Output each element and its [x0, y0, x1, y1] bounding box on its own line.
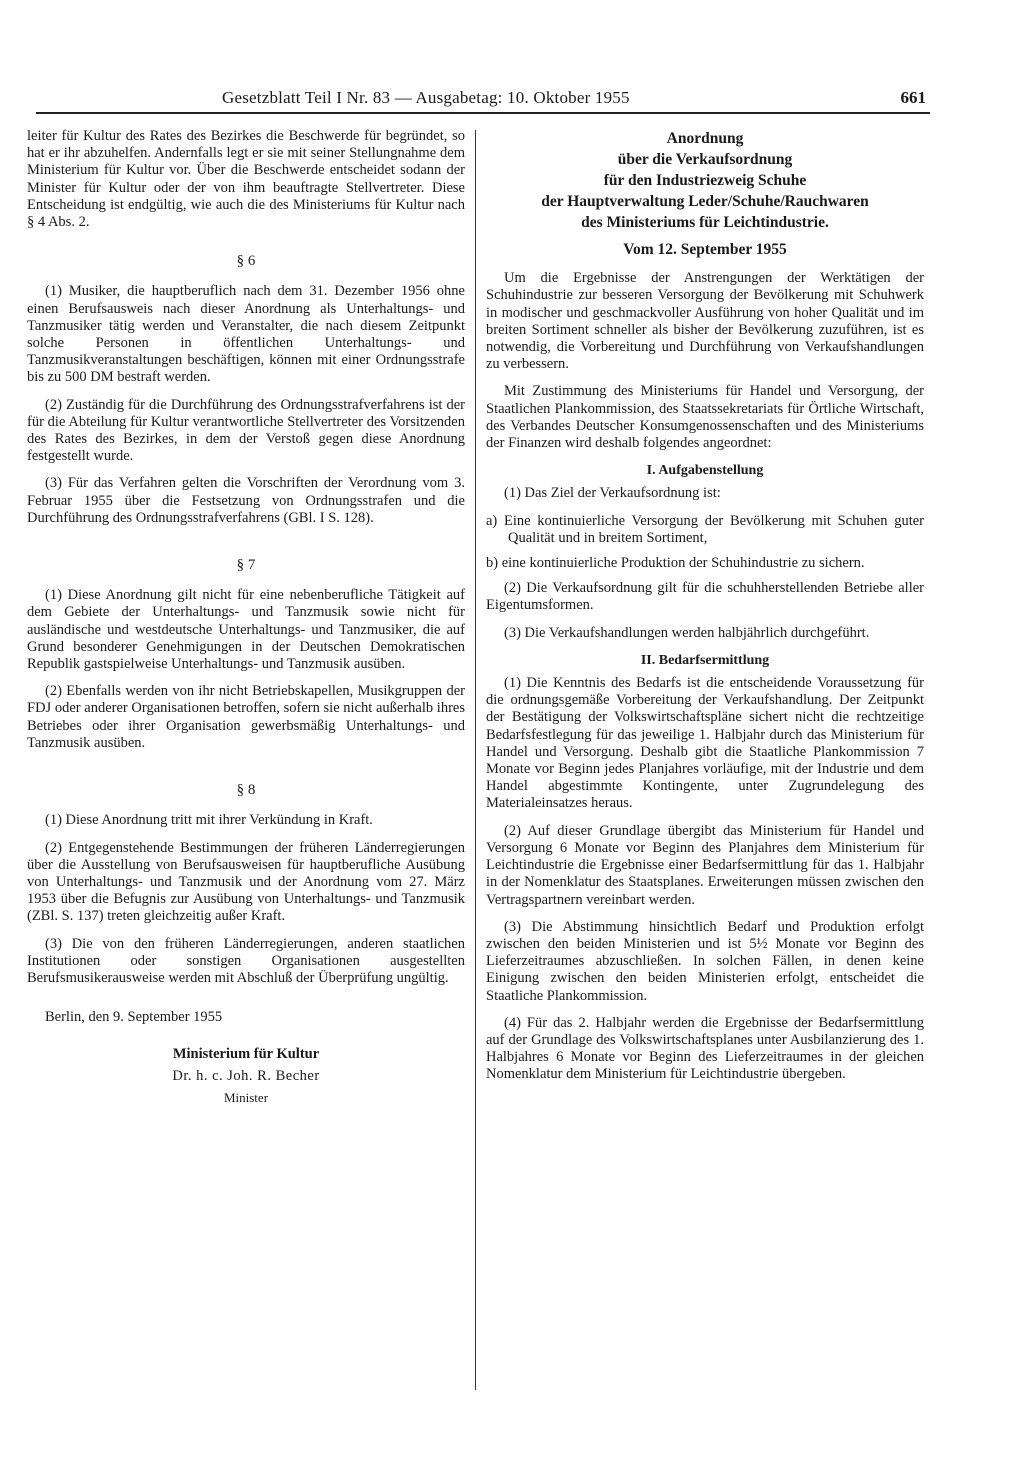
- section-6-heading: § 6: [236, 253, 256, 270]
- section-II-paragraph-4: (4) Für das 2. Halbjahr werden die Ergebnisse der Bedarfsermittlung auf der Grundlage des Volkswirtschaftsplanes unter Ausbilanzierung des 1. Halbjahres 6 Monate vor Beginn des Lieferzeitraumes in der gleichen Nomenklatur dem Ministerium für Leichtindustrie übergeben.: [486, 1014, 924, 1083]
- preamble-paragraph-2: Mit Zustimmung des Ministeriums für Handel und Versorgung, der Staatlichen Plankommission, des Staatssekretariats für Örtliche Wirtschaft, des Verbandes Deutscher Konsumgenossenschaften und des Ministeriums der Finanzen wird deshalb folgendes angeordnet:: [486, 383, 924, 452]
- signature-title: Minister: [223, 1089, 269, 1105]
- section-II-paragraph-1: (1) Die Kenntnis des Bedarfs ist die entscheidende Voraussetzung für die ordnungsgemäße Vorbereitung der Verkaufshandlung. Der Zeitpunkt der Bestätigung der Volkswirtschaftspläne sichert nicht die rechtzeitige Bedarfsfestlegung für das jeweilige 1. Halbjahr durch das Ministerium für Handel und Versorgung. Deshalb gibt die Staatliche Plankommission 7 Monate vor Beginn jedes Planjahres vorläufige, mit der Industrie und dem Handel abgestimmte Kontingente, unter Zugrundelegung des Materialeinsatzes heraus.: [486, 675, 924, 812]
- section-7-paragraph-2: (2) Ebenfalls werden von ihr nicht Betriebskapellen, Musikgruppen der FDJ oder anderer Organisationen betroffen, sofern sie nicht außerhalb ihres Betriebes oder ihrer Organisation gewerbsmäßig Unterhaltungs- und Tanzmusik ausüben.: [27, 683, 465, 751]
- preamble-paragraph-1: Um die Ergebnisse der Anstrengungen der Werktätigen der Schuhindustrie zur besseren Versorgung der Bevölkerung mit Schuhwerk in modischer und geschmackvoller Ausführung von hoher Qualität und im breiten Sortiment schneller als bisher der Bevölkerung zuzuführen, ist es notwendig, die Vorbereitung und Durchführung von Verkaufshandlungen zu verbessern.: [486, 270, 924, 373]
- title-line-2: über die Verkaufsordnung: [617, 151, 793, 168]
- section-I-heading: I. Aufgabenstellung: [646, 463, 764, 479]
- ordinance-date: Vom 12. September 1955: [623, 241, 787, 258]
- section-8-heading: § 8: [236, 782, 256, 799]
- place-and-date: Berlin, den 9. September 1955: [45, 1009, 223, 1026]
- section-I-item-b: b) eine kontinuierliche Produktion der Schuhindustrie zu sichern.: [486, 555, 865, 572]
- ordinance-title: [486, 128, 924, 233]
- section-I-paragraph-1: (1) Das Ziel der Verkaufsordnung ist:: [504, 485, 721, 502]
- section-6-paragraph-3: (3) Für das Verfahren gelten die Vorschriften der Verordnung vom 3. Februar 1955 über die Festsetzung von Ordnungsstrafen und die Durchführung des Ordnungsstrafverfahrens (GBl. I S. 128).: [27, 475, 465, 526]
- section-6-paragraph-1: (1) Musiker, die hauptberuflich nach dem 31. Dezember 1956 ohne einen Berufsausweis nach dieser Anordnung als Unterhaltungs- und Tanzmusiker tätig werden und Veranstalter, die nach diesem Zeitpunkt solche Personen in öffentlichen Unterhaltungs- und Tanzmusikveranstaltungen beschäftigen, können mit einer Ordnungsstrafe bis zu 500 DM bestraft werden.: [27, 283, 465, 386]
- signature-name: Dr. h. c. Joh. R. Becher: [172, 1067, 320, 1084]
- title-line-5: des Ministeriums für Leichtindustrie.: [581, 214, 829, 231]
- section-I-item-a: a) Eine kontinuierliche Versorgung der Bevölkerung mit Schuhen guter Qualität und in breitem Sortiment,: [486, 512, 924, 546]
- section-I-paragraph-2: (2) Die Verkaufsordnung gilt für die schuhherstellenden Betriebe aller Eigentumsformen.: [486, 580, 924, 614]
- signature-organization: Ministerium für Kultur: [172, 1046, 320, 1063]
- section-7-heading: § 7: [236, 557, 256, 574]
- section-6-paragraph-2: (2) Zuständig für die Durchführung des Ordnungsstrafverfahrens ist der für die Abteilung für Kultur verantwortliche Stellvertreter des Vorsitzenden des Rates des Bezirkes, in dem der Verstoß gegen diese Anordnung festgestellt wurde.: [27, 396, 465, 465]
- column-divider: [475, 130, 476, 1390]
- section-II-paragraph-3: (3) Die Abstimmung hinsichtlich Bedarf und Produktion erfolgt zwischen den beiden Ministerien und ist 5½ Monate vor Beginn des Lieferzeitraumes abzuschließen. In solchen Fällen, in denen keine Einigung zwischen den beiden Ministerien erfolgt, entscheidet die Staatliche Plankommission.: [486, 918, 924, 1004]
- title-line-4: der Hauptverwaltung Leder/Schuhe/Rauchwaren: [541, 193, 869, 210]
- section-8-paragraph-1: (1) Diese Anordnung tritt mit ihrer Verkündung in Kraft.: [45, 812, 373, 829]
- section-8-paragraph-3: (3) Die von den früheren Länderregierungen, anderen staatlichen Institutionen oder sonstigen Organisationen ausgestellten Berufsmusikerausweise werden mit Abschluß der Überprüfung ungültig.: [27, 935, 465, 986]
- page-number: 661: [900, 88, 926, 107]
- right-column: [486, 128, 924, 1094]
- section-II-paragraph-2: (2) Auf dieser Grundlage übergibt das Ministerium für Handel und Versorgung 6 Monate vor Beginn des Planjahres dem Ministerium für Leichtindustrie die Ergebnisse einer Bedarfsermittlung für das 1. Halbjahr in der Nomenklatur des Staatsplanes. Erweiterungen müssen zwischen den Vertragspartnern vereinbart werden.: [486, 822, 924, 908]
- page-header: [36, 88, 930, 114]
- section-7-paragraph-1: (1) Diese Anordnung gilt nicht für eine nebenberufliche Tätigkeit auf dem Gebiete der Unterhaltungs- und Tanzmusik sowie nicht für ausländische und westdeutsche Unterhaltungs- und Tanzmusiker, die auf Grund besonderer Genehmigungen in der Deutschen Demokratischen Republik gastspielweise Unterhaltungs- und Tanzmusik ausüben.: [27, 587, 465, 673]
- section-8-paragraph-2: (2) Entgegenstehende Bestimmungen der früheren Länderregierungen über die Ausstellung von Berufsausweisen für hauptberufliche Ausübung von Unterhaltungs- und Tanzmusik und der Anordnung vom 27. März 1953 über die Befugnis zur Ausübung von Unterhaltungs- und Tanzmusik (ZBl. S. 137) treten gleichzeitig außer Kraft.: [27, 839, 465, 925]
- title-line-1: Anordnung: [666, 130, 744, 147]
- section-II-heading: II. Bedarfsermittlung: [640, 652, 770, 668]
- running-head: Gesetzblatt Teil I Nr. 83 — Ausgabetag: 10. Oktober 1955: [222, 88, 630, 107]
- paragraph-intro: leiter für Kultur des Rates des Bezirkes die Beschwerde für begründet, so hat er ihr abzuhelfen. Andernfalls legt er sie mit seiner Stellungnahme dem Ministerium für Kultur vor. Über die Beschwerde entscheidet sodann der Minister für Kultur oder der von ihm beauftragte Stellvertreter. Diese Entscheidung ist endgültig, wie auch die des Ministeriums für Kultur nach § 4 Abs. 2.: [27, 128, 465, 231]
- title-line-3: für den Industriezweig Schuhe: [603, 172, 807, 189]
- left-column: [27, 128, 465, 1106]
- section-I-paragraph-3: (3) Die Verkaufshandlungen werden halbjährlich durchgeführt.: [504, 624, 870, 641]
